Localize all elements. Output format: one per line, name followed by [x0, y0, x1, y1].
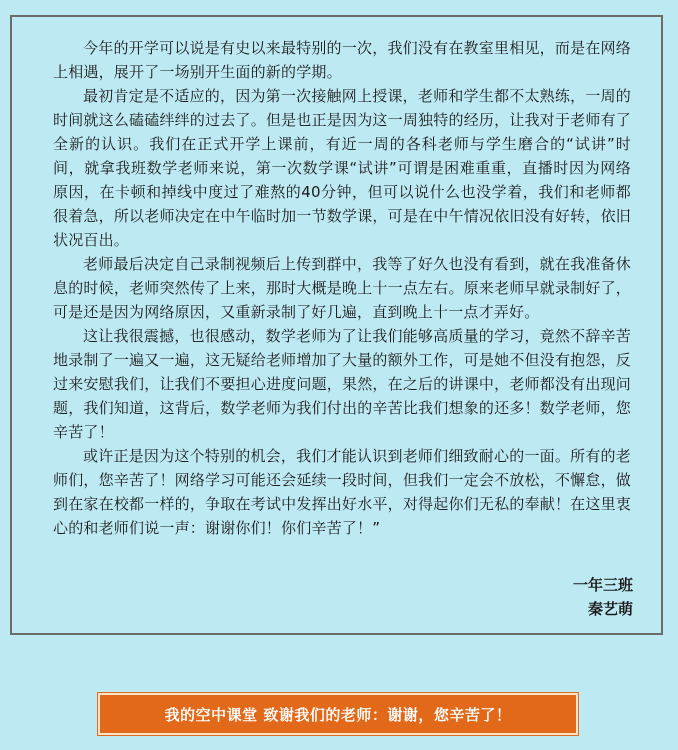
paragraph-5: 或许正是因为这个特别的机会，我们才能认识到老师们细致耐心的一面。所有的老师们，您辛苦了！网络学习可能还会延续一段时间，但我们一定会不放松，不懈怠，做到在家在校都一样的，争取在考试中发挥出好水平，对得起你们无私的奉献！在这里衷心的和老师们说一声：谢谢你们！你们辛苦了！” [53, 447, 631, 537]
paragraph-2: 最初肯定是不适应的，因为第一次接触网上授课，老师和学生都不太熟练，一周的时间就这么磕磕绊绊的过去了。但是也正是因为这一周独特的经历，让我对于老师有了全新的认识。我们在正式开学上课前，有近一周的各科老师与学生磨合的“试讲”时间，就拿我班数学老师来说，第一次数学课“试讲”可谓是困难重重，直播时因为网络原因，在卡顿和掉线中度过了难熬的40分钟，但可以说什么也没学着，我们和老师都很着急，所以老师决定在中午临时加一节数学课，可是在中午情况依旧没有好转，依旧状况百出。 [53, 87, 631, 249]
banner-label: 我的空中课堂 致谢我们的老师：谢谢，您辛苦了！ [164, 705, 512, 724]
signature-class: 一年三班 [572, 576, 633, 594]
article-container [10, 15, 663, 635]
thank-teachers-banner[interactable] [98, 693, 578, 735]
article-body [53, 36, 631, 540]
paragraph-4: 这让我很震撼，也很感动，数学老师为了让我们能够高质量的学习，竟然不辞辛苦地录制了一遍又一遍，这无疑给老师增加了大量的额外工作，可是她不但没有抱怨，反过来安慰我们，让我们不要担心进度问题，果然，在之后的讲课中，老师都没有出现问题，我们知道，这背后，数学老师为我们付出的辛苦比我们想象的还多！数学老师，您辛苦了！ [53, 327, 631, 441]
signature-author: 秦艺萌 [587, 600, 633, 618]
paragraph-1: 今年的开学可以说是有史以来最特别的一次，我们没有在教室里相见，而是在网络上相遇，展开了一场别开生面的新的学期。 [53, 39, 631, 81]
paragraph-3: 老师最后决定自己录制视频后上传到群中，我等了好久也没有看到，就在我准备休息的时候，老师突然传了上来，那时大概是晚上十一点左右。原来老师早就录制好了，可是还是因为网络原因，又重新录制了好几遍，直到晚上十一点才弄好。 [53, 255, 631, 321]
signature [573, 573, 633, 621]
